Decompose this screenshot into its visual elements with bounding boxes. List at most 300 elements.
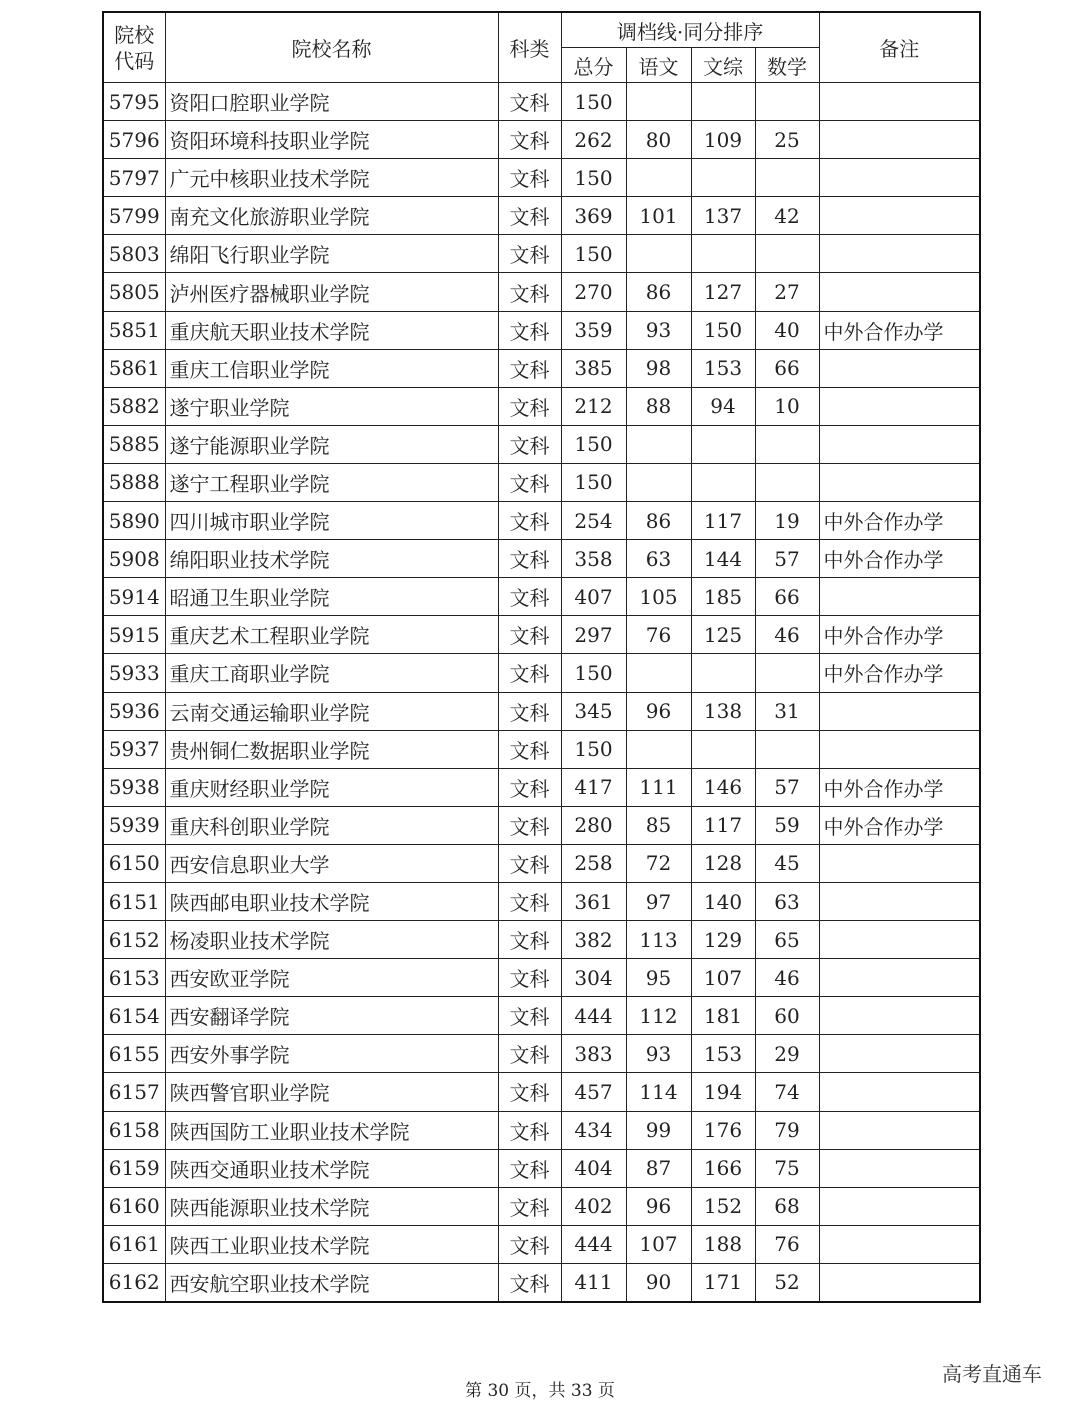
cell-total: 150 [561, 159, 626, 197]
cell-code: 6162 [103, 1263, 165, 1302]
cell-math [755, 83, 819, 121]
cell-chinese: 96 [626, 1187, 691, 1225]
cell-liberal: 194 [691, 1073, 755, 1111]
cell-liberal [691, 83, 755, 121]
cell-name: 南充文化旅游职业学院 [165, 197, 498, 235]
cell-note: 中外合作办学 [819, 654, 980, 692]
table-row [103, 730, 980, 768]
cell-liberal: 181 [691, 997, 755, 1035]
cell-chinese: 93 [626, 1035, 691, 1073]
cell-chinese: 72 [626, 844, 691, 882]
cell-name: 重庆科创职业学院 [165, 806, 498, 844]
header-code: 院校代码 [103, 12, 165, 83]
cell-liberal: 152 [691, 1187, 755, 1225]
cell-cat: 文科 [498, 273, 561, 311]
cell-name: 资阳环境科技职业学院 [165, 121, 498, 159]
table-row [103, 844, 980, 882]
table-row [103, 159, 980, 197]
cell-cat: 文科 [498, 159, 561, 197]
cell-math: 79 [755, 1111, 819, 1149]
cell-note [819, 1263, 980, 1302]
cell-note [819, 197, 980, 235]
cell-name: 泸州医疗器械职业学院 [165, 273, 498, 311]
cell-name: 陕西交通职业技术学院 [165, 1149, 498, 1187]
cell-total: 150 [561, 235, 626, 273]
cell-total: 402 [561, 1187, 626, 1225]
cell-math [755, 730, 819, 768]
cell-math: 25 [755, 121, 819, 159]
cell-cat: 文科 [498, 1225, 561, 1263]
cell-math: 45 [755, 844, 819, 882]
cell-code: 5882 [103, 387, 165, 425]
cell-liberal: 185 [691, 578, 755, 616]
cell-chinese: 95 [626, 959, 691, 997]
cell-total: 417 [561, 768, 626, 806]
admission-score-table [102, 11, 981, 1303]
cell-math: 76 [755, 1225, 819, 1263]
cell-note [819, 121, 980, 159]
cell-note [819, 959, 980, 997]
cell-name: 昭通卫生职业学院 [165, 578, 498, 616]
cell-cat: 文科 [498, 83, 561, 121]
table-row [103, 654, 980, 692]
cell-name: 云南交通运输职业学院 [165, 692, 498, 730]
cell-chinese: 87 [626, 1149, 691, 1187]
cell-code: 5915 [103, 616, 165, 654]
cell-total: 270 [561, 273, 626, 311]
cell-code: 5938 [103, 768, 165, 806]
cell-liberal [691, 159, 755, 197]
cell-total: 150 [561, 654, 626, 692]
cell-math: 27 [755, 273, 819, 311]
cell-liberal [691, 235, 755, 273]
cell-math: 63 [755, 882, 819, 920]
header-note: 备注 [819, 12, 980, 83]
cell-math: 46 [755, 959, 819, 997]
table-row [103, 806, 980, 844]
cell-math: 57 [755, 540, 819, 578]
table-row [103, 273, 980, 311]
cell-total: 212 [561, 387, 626, 425]
cell-name: 重庆航天职业技术学院 [165, 311, 498, 349]
cell-math: 66 [755, 578, 819, 616]
cell-total: 150 [561, 730, 626, 768]
cell-name: 陕西工业职业技术学院 [165, 1225, 498, 1263]
cell-cat: 文科 [498, 1035, 561, 1073]
cell-note: 中外合作办学 [819, 502, 980, 540]
cell-liberal: 129 [691, 921, 755, 959]
cell-cat: 文科 [498, 1073, 561, 1111]
cell-name: 绵阳飞行职业学院 [165, 235, 498, 273]
cell-chinese: 99 [626, 1111, 691, 1149]
cell-cat: 文科 [498, 387, 561, 425]
cell-code: 6152 [103, 921, 165, 959]
cell-code: 6155 [103, 1035, 165, 1073]
header-total: 总分 [561, 48, 626, 83]
cell-chinese: 105 [626, 578, 691, 616]
cell-code: 5795 [103, 83, 165, 121]
cell-math: 31 [755, 692, 819, 730]
cell-code: 5939 [103, 806, 165, 844]
cell-cat: 文科 [498, 578, 561, 616]
cell-math [755, 159, 819, 197]
cell-cat: 文科 [498, 921, 561, 959]
cell-cat: 文科 [498, 349, 561, 387]
cell-note [819, 1225, 980, 1263]
table-row [103, 1073, 980, 1111]
cell-total: 369 [561, 197, 626, 235]
cell-code: 5861 [103, 349, 165, 387]
cell-total: 404 [561, 1149, 626, 1187]
table-row [103, 768, 980, 806]
cell-note [819, 1111, 980, 1149]
cell-liberal [691, 730, 755, 768]
cell-note [819, 83, 980, 121]
cell-chinese: 86 [626, 273, 691, 311]
cell-name: 陕西警官职业学院 [165, 1073, 498, 1111]
cell-total: 358 [561, 540, 626, 578]
cell-chinese: 93 [626, 311, 691, 349]
cell-note [819, 882, 980, 920]
cell-chinese: 114 [626, 1073, 691, 1111]
table-row [103, 311, 980, 349]
table-row [103, 349, 980, 387]
cell-cat: 文科 [498, 844, 561, 882]
cell-name: 西安翻译学院 [165, 997, 498, 1035]
cell-cat: 文科 [498, 806, 561, 844]
cell-note [819, 1035, 980, 1073]
cell-name: 陕西邮电职业技术学院 [165, 882, 498, 920]
cell-math: 59 [755, 806, 819, 844]
cell-total: 382 [561, 921, 626, 959]
table-row [103, 197, 980, 235]
cell-chinese: 88 [626, 387, 691, 425]
cell-total: 304 [561, 959, 626, 997]
cell-cat: 文科 [498, 654, 561, 692]
cell-math: 10 [755, 387, 819, 425]
cell-name: 陕西国防工业职业技术学院 [165, 1111, 498, 1149]
table-row [103, 616, 980, 654]
cell-cat: 文科 [498, 768, 561, 806]
cell-cat: 文科 [498, 540, 561, 578]
cell-math: 29 [755, 1035, 819, 1073]
cell-liberal: 144 [691, 540, 755, 578]
cell-math: 19 [755, 502, 819, 540]
cell-chinese [626, 159, 691, 197]
cell-name: 杨凌职业技术学院 [165, 921, 498, 959]
cell-note [819, 349, 980, 387]
cell-name: 西安信息职业大学 [165, 844, 498, 882]
cell-note [819, 463, 980, 501]
brand-watermark: 高考直通车 [942, 1362, 1042, 1386]
cell-code: 6158 [103, 1111, 165, 1149]
cell-math: 52 [755, 1263, 819, 1302]
cell-total: 345 [561, 692, 626, 730]
cell-name: 资阳口腔职业学院 [165, 83, 498, 121]
cell-name: 重庆工信职业学院 [165, 349, 498, 387]
cell-math [755, 654, 819, 692]
cell-code: 5908 [103, 540, 165, 578]
cell-cat: 文科 [498, 882, 561, 920]
cell-chinese: 112 [626, 997, 691, 1035]
cell-total: 359 [561, 311, 626, 349]
cell-chinese: 80 [626, 121, 691, 159]
cell-chinese [626, 425, 691, 463]
cell-math: 40 [755, 311, 819, 349]
cell-name: 西安航空职业技术学院 [165, 1263, 498, 1302]
cell-math: 42 [755, 197, 819, 235]
cell-code: 6154 [103, 997, 165, 1035]
header-chinese: 语文 [626, 48, 691, 83]
cell-code: 5796 [103, 121, 165, 159]
cell-name: 重庆工商职业学院 [165, 654, 498, 692]
cell-name: 遂宁工程职业学院 [165, 463, 498, 501]
cell-name: 四川城市职业学院 [165, 502, 498, 540]
cell-code: 6157 [103, 1073, 165, 1111]
cell-cat: 文科 [498, 959, 561, 997]
cell-chinese: 76 [626, 616, 691, 654]
cell-cat: 文科 [498, 502, 561, 540]
cell-total: 444 [561, 997, 626, 1035]
cell-chinese [626, 654, 691, 692]
cell-chinese: 97 [626, 882, 691, 920]
cell-liberal: 117 [691, 806, 755, 844]
cell-cat: 文科 [498, 1111, 561, 1149]
cell-total: 407 [561, 578, 626, 616]
cell-cat: 文科 [498, 235, 561, 273]
table-row [103, 1225, 980, 1263]
cell-code: 6160 [103, 1187, 165, 1225]
cell-liberal: 140 [691, 882, 755, 920]
cell-math: 75 [755, 1149, 819, 1187]
table-row [103, 1149, 980, 1187]
cell-note [819, 730, 980, 768]
cell-note [819, 235, 980, 273]
cell-liberal: 94 [691, 387, 755, 425]
table-row [103, 959, 980, 997]
cell-total: 457 [561, 1073, 626, 1111]
table-row [103, 921, 980, 959]
cell-liberal [691, 425, 755, 463]
cell-cat: 文科 [498, 730, 561, 768]
cell-code: 5805 [103, 273, 165, 311]
cell-note [819, 273, 980, 311]
table-row [103, 1263, 980, 1302]
table-row [103, 235, 980, 273]
cell-liberal: 109 [691, 121, 755, 159]
cell-total: 258 [561, 844, 626, 882]
table-row [103, 1035, 980, 1073]
table-row [103, 502, 980, 540]
cell-code: 5885 [103, 425, 165, 463]
cell-name: 西安欧亚学院 [165, 959, 498, 997]
cell-code: 5890 [103, 502, 165, 540]
cell-note [819, 387, 980, 425]
cell-total: 297 [561, 616, 626, 654]
cell-math: 66 [755, 349, 819, 387]
cell-cat: 文科 [498, 311, 561, 349]
cell-liberal: 188 [691, 1225, 755, 1263]
cell-liberal: 153 [691, 1035, 755, 1073]
cell-code: 6159 [103, 1149, 165, 1187]
cell-math: 65 [755, 921, 819, 959]
cell-chinese: 63 [626, 540, 691, 578]
table-row [103, 882, 980, 920]
cell-liberal: 125 [691, 616, 755, 654]
cell-total: 383 [561, 1035, 626, 1073]
cell-name: 绵阳职业技术学院 [165, 540, 498, 578]
cell-name: 遂宁能源职业学院 [165, 425, 498, 463]
header-name: 院校名称 [165, 12, 498, 83]
cell-total: 262 [561, 121, 626, 159]
cell-cat: 文科 [498, 463, 561, 501]
cell-liberal [691, 463, 755, 501]
cell-note: 中外合作办学 [819, 616, 980, 654]
cell-cat: 文科 [498, 1263, 561, 1302]
cell-name: 陕西能源职业技术学院 [165, 1187, 498, 1225]
cell-code: 5797 [103, 159, 165, 197]
cell-code: 5937 [103, 730, 165, 768]
cell-name: 西安外事学院 [165, 1035, 498, 1073]
cell-cat: 文科 [498, 692, 561, 730]
cell-note [819, 425, 980, 463]
cell-note: 中外合作办学 [819, 311, 980, 349]
cell-chinese: 86 [626, 502, 691, 540]
cell-note [819, 921, 980, 959]
cell-note [819, 997, 980, 1035]
cell-math [755, 463, 819, 501]
table-row [103, 1111, 980, 1149]
cell-name: 贵州铜仁数据职业学院 [165, 730, 498, 768]
table-row [103, 540, 980, 578]
cell-total: 434 [561, 1111, 626, 1149]
cell-cat: 文科 [498, 997, 561, 1035]
cell-total: 150 [561, 83, 626, 121]
cell-liberal: 176 [691, 1111, 755, 1149]
cell-code: 5936 [103, 692, 165, 730]
header-liberal: 文综 [691, 48, 755, 83]
cell-name: 遂宁职业学院 [165, 387, 498, 425]
cell-total: 280 [561, 806, 626, 844]
cell-liberal: 146 [691, 768, 755, 806]
cell-note: 中外合作办学 [819, 806, 980, 844]
cell-cat: 文科 [498, 616, 561, 654]
cell-total: 150 [561, 425, 626, 463]
header-group: 调档线·同分排序 [561, 12, 819, 48]
cell-code: 6161 [103, 1225, 165, 1263]
cell-chinese: 85 [626, 806, 691, 844]
cell-chinese [626, 730, 691, 768]
cell-math: 46 [755, 616, 819, 654]
cell-chinese [626, 235, 691, 273]
cell-code: 5888 [103, 463, 165, 501]
cell-liberal: 171 [691, 1263, 755, 1302]
cell-note [819, 1073, 980, 1111]
cell-cat: 文科 [498, 121, 561, 159]
cell-note [819, 1187, 980, 1225]
cell-math [755, 235, 819, 273]
cell-liberal: 128 [691, 844, 755, 882]
table-row [103, 1187, 980, 1225]
table-row [103, 997, 980, 1035]
cell-code: 6151 [103, 882, 165, 920]
cell-code: 5851 [103, 311, 165, 349]
table-row [103, 692, 980, 730]
cell-liberal: 127 [691, 273, 755, 311]
cell-cat: 文科 [498, 1149, 561, 1187]
cell-chinese: 98 [626, 349, 691, 387]
cell-liberal: 107 [691, 959, 755, 997]
cell-name: 重庆财经职业学院 [165, 768, 498, 806]
cell-liberal: 153 [691, 349, 755, 387]
cell-note: 中外合作办学 [819, 540, 980, 578]
cell-code: 5803 [103, 235, 165, 273]
cell-code: 6153 [103, 959, 165, 997]
cell-chinese [626, 83, 691, 121]
cell-note [819, 1149, 980, 1187]
cell-math: 68 [755, 1187, 819, 1225]
cell-chinese: 96 [626, 692, 691, 730]
cell-note: 中外合作办学 [819, 768, 980, 806]
cell-code: 6150 [103, 844, 165, 882]
cell-code: 5799 [103, 197, 165, 235]
cell-cat: 文科 [498, 425, 561, 463]
cell-total: 361 [561, 882, 626, 920]
cell-math [755, 425, 819, 463]
cell-chinese: 101 [626, 197, 691, 235]
cell-note [819, 692, 980, 730]
cell-chinese: 111 [626, 768, 691, 806]
header-category: 科类 [498, 12, 561, 83]
cell-total: 385 [561, 349, 626, 387]
cell-chinese [626, 463, 691, 501]
cell-liberal: 150 [691, 311, 755, 349]
cell-math: 60 [755, 997, 819, 1035]
cell-liberal: 166 [691, 1149, 755, 1187]
cell-code: 5933 [103, 654, 165, 692]
cell-total: 254 [561, 502, 626, 540]
cell-liberal [691, 654, 755, 692]
table-row [103, 121, 980, 159]
table-row [103, 578, 980, 616]
cell-note [819, 159, 980, 197]
table-row [103, 83, 980, 121]
table-row [103, 387, 980, 425]
page-number: 第 30 页，共 33 页 [465, 1381, 615, 1401]
cell-name: 重庆艺术工程职业学院 [165, 616, 498, 654]
table-row [103, 463, 980, 501]
cell-chinese: 113 [626, 921, 691, 959]
cell-math: 74 [755, 1073, 819, 1111]
cell-liberal: 137 [691, 197, 755, 235]
header-math: 数学 [755, 48, 819, 83]
cell-total: 150 [561, 463, 626, 501]
cell-liberal: 138 [691, 692, 755, 730]
cell-total: 411 [561, 1263, 626, 1302]
cell-liberal: 117 [691, 502, 755, 540]
table-row [103, 425, 980, 463]
cell-cat: 文科 [498, 1187, 561, 1225]
cell-chinese: 90 [626, 1263, 691, 1302]
cell-cat: 文科 [498, 197, 561, 235]
cell-chinese: 107 [626, 1225, 691, 1263]
cell-name: 广元中核职业技术学院 [165, 159, 498, 197]
cell-code: 5914 [103, 578, 165, 616]
cell-note [819, 844, 980, 882]
cell-total: 444 [561, 1225, 626, 1263]
cell-math: 57 [755, 768, 819, 806]
cell-note [819, 578, 980, 616]
